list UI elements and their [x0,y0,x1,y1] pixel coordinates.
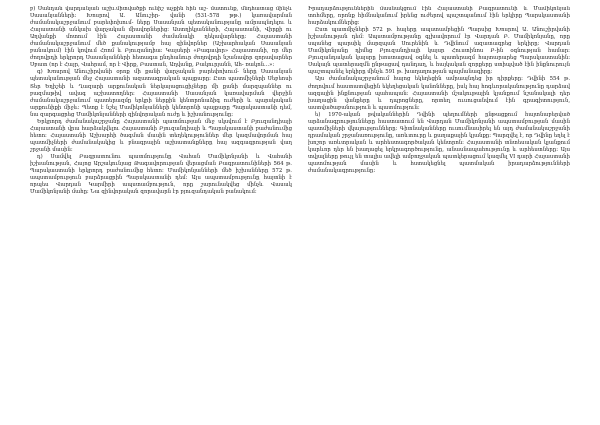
paragraph: Երկրորդ ժամանակաշրջանը Հայաստանի պատմության մեջ սկսվում է Բյուզանդիայի Հայաստանի վրա հարձակվելու Հայաստանի Բյուզանդիայի և Պարսկաստանի բաժանումից հետո։ Հայաստանի Աշխարհի ծագման մասին տեղեկություններ մեր կազմավորման հայ պատմիչների ժամանակակից և բնագրային աշխատանքները հայ ազգագրության վաղ շրջանի մասին։ [30,118,292,153]
paragraph: դ) Սամվել Բագրատունու պատմությունը Վահան Մամիկոնյանի և Վահանի իշխանության, Հայոց Արշակունյաց Թագավորության վերացման Բագրատունիների 564 թ. Պարսկաստանի երկրորդ բաժանումից հետո։ Մամիկոնյանների մեծ իշխանները 572 թ. ապստամբություն բարձրացրին Պարսկաստանի դեմ։ Այս ապստամբությունը հայտնի է որպես Վարդան Կարմիրի ապստամբություն, որը շարունակվեց մինչև Վասակ Մամիկոնյանի մահը։ Նա զինվորական զորավարն էր բյուզանդական բանակում։ [30,153,292,196]
paragraph: Այս ժամանակաշրջանում հայոց եկեղեցին ամրապնդեց իր դիրքերը։ Դվինի 554 թ. ժողովում հաստատվեցին եկեղեցական կանոնները, իսկ հայ հոգևորականությունը դարձավ ազգային ինքնության պահապան։ Հայաստանի մշակութային կյանքում նշանակալի դեր խաղացին վանքերը և դպրոցները, որտեղ ուսուցանվում էին գրագիտություն, աստվածաբանություն և պատմություն։ [308,76,570,111]
left-text-column [30,6,292,418]
paragraph: ե) 1970-ական թվականներին Դվինի պեղումների ընթացքում հայտնաբերված արձանագրությունները հաստատում են Վարդան Մամիկոնյանի ապստամբության մասին պատմիչների վկայությունները։ Գիտնականները ուսումնասիրել են այդ ժամանակաշրջանի դրամական շրջանառությունը, առևտուրը և քաղաքային կյանքը։ Պարզվել է, որ Դվինը եղել է խոշոր առևտրական և արհեստագործական կենտրոն։ Հայաստանի տնտեսական կյանքում կարևոր դեր են խաղացել երկրագործությունը, անասնապահությունը և արհեստները։ Այս տվյալները թույլ են տալիս ավելի ամբողջական պատկերացում կազմել VI դարի Հայաստանի պատմության մասին և հստակեցնել պատմական իրադարձությունների ժամանակագրությունը։ [308,111,570,175]
paragraph: Իրադարձություններին մասնակցում էին Հայաստանի Բագրատունի և Մամիկոնյան տոհմերը, որոնք հիմնականում իրենց ուժերով պաշտպանում էին երկիրը Պարսկաստանի հարձակումներից։ [308,6,570,27]
paragraph: բ) Սանդան վարդանյան աշխ.միտվածքի ունիշ աչքին հին աշ- մատունք, մնդհատաց մինչև Սասանյանների։ Խոսրով Ա. Անուշիր- վանի (531-578 թթ.) կառավարման ժամանակաշրջանում բարեփոխում- ները Սասանյան պետականությանը ամրապնդելու և Հայաստանի անկախ վարչական միավորներից։ Աստղիկյանների, Հայաստանի, Վիրքի ու Աղվանքի մոտում էին Հայաստանի ժամանակի ղեկավարները։ Հայաստանի ժամանակաշրջանում մեծ քանակությամբ հայ զինվորներ (Աշխարհական Սասանյան բանակում) էին կռվում Հռոմ և Բյուզանդիա։ Կայսերի «Բագավոր» Հայաստանի, որ մեր ժողովրդի երկրորդ Սասանյանների հետագա ընդհանուր ժողովրդի նշանավոր զորավարներ Սբատ (որ է Հայր, Վահրամ, որ է Վիրք, Բաստան, Աղվանք, Բակուրյանն, Ահ- ռակոն...»: [30,6,292,69]
paragraph: գ) Խոսրով Անուշիրվանի օրոք մի քանի վարչական բարեփոխում- ները Սասանյան պետականության մեջ Հայաստանի ազատագրական պայքարը։ Ըստ պատմիչների Սեբեոսի Տեր Եղիշեի և Ղազարի արքունական ներկայացուցիչները մի քանի մարզպաններ ու բազմաթիվ ավագ աշխատողներ։ Հայաստանի Սասանյան կառավարման վերջին ժամանակաշրջանում պատերազմը երկրի ներքին կենտրոնաձիգ ուժերի և պարսկական արքունիքի միջև։ Պետք է նշել Մամիկոնյանների կենտրոնի պայքարը Պարսկաստանի դեմ, նա զարգացրեց Մամիկոնյանների զինվորական ուժը և իշխանությունը։ [30,69,292,118]
paragraph: Ըստ պատմիչների 572 թ. հայերը ապստամբեցին Պարսից Խոսրով Ա. Անուշիրվանի իշխանության դեմ։ Ապստամբությանը գլխավորում էր Վարդան Բ. Մամիկոնյանը, որը սպանեց պարսիկ մարզպան Սուրենին և Դվինում ազատագրեց երկիրը։ Վարդան Մամիկոնյանը դիմեց Բյուզանդիայի կայսր Հուստինոս Բ-ին օգնության համար։ Բյուզանդական կայսրը խոստացավ օգնել և պատերազմ հայտարարեց Պարսկաստանին։ Սակայն պատերազմն ընթացավ դանդաղ, և հայկական զորքերը ստիպված էին ինքնուրույն պաշտպանել երկիրը մինչև 591 թ. խաղաղության պայմանագիրը։ [308,27,570,76]
right-text-column [308,6,570,418]
